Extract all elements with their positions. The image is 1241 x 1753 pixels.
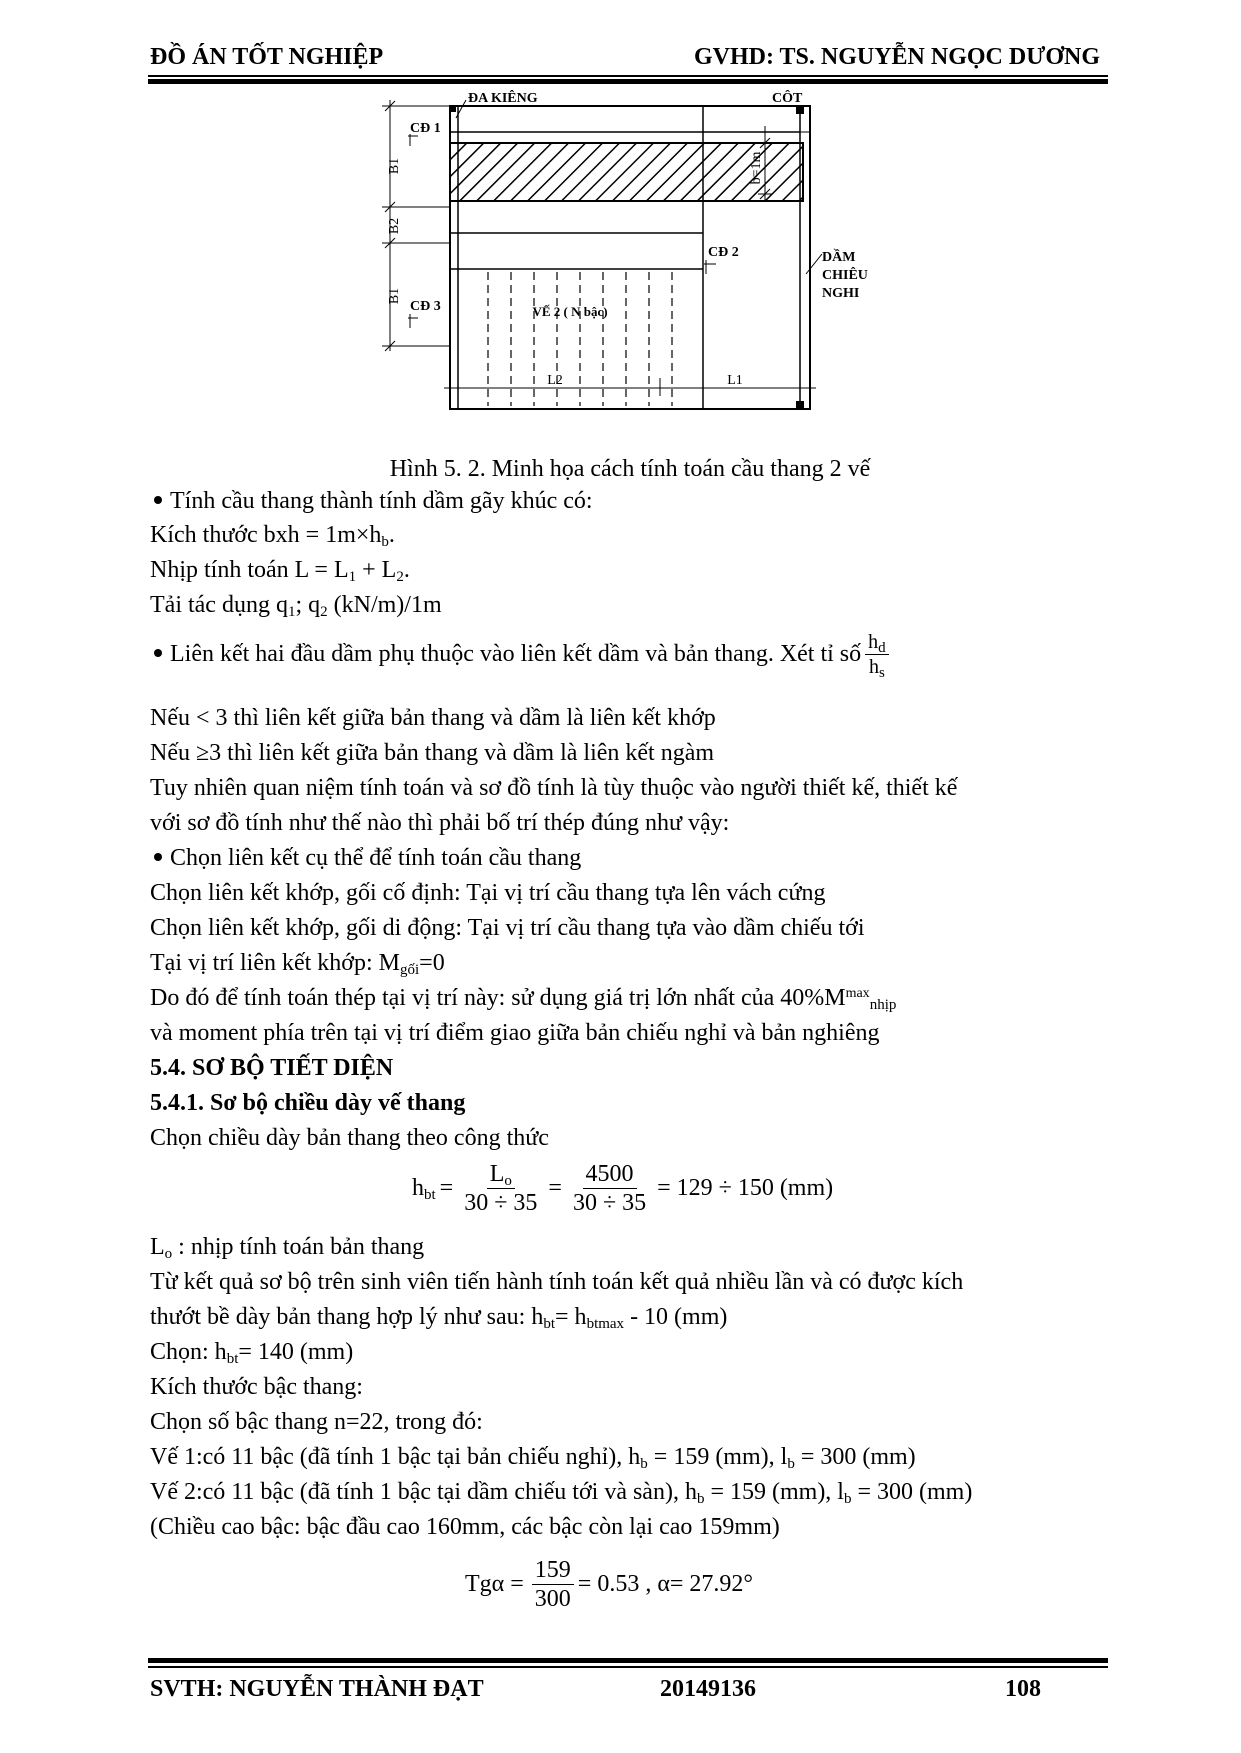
label-cot: CÔT bbox=[772, 91, 803, 106]
label-flight-2: VẾ 2 ( N bậc) bbox=[532, 304, 608, 319]
header-rule-thick bbox=[148, 79, 1108, 84]
stair-plan-figure bbox=[370, 86, 890, 446]
dim-b1-bottom: B1 bbox=[387, 287, 402, 305]
footer-student: SVTH: NGUYỄN THÀNH ĐẠT bbox=[150, 1676, 484, 1702]
text-line: Tuy nhiên quan niệm tính toán và sơ đồ tính là tùy thuộc vào người thiết kế, thiết kế bbox=[150, 775, 958, 801]
text-line: thướt bề dày bản thang hợp lý như sau: $h_{bt}= h_{btmax} - 10$ (mm) bbox=[150, 1304, 728, 1332]
text-line: Chọn chiều dày bản thang theo công thức bbox=[150, 1125, 549, 1151]
text-line: Nhịp tính toán $L = L_1 + L_2$. bbox=[150, 557, 410, 585]
text-line: Chọn liên kết khớp, gối cố định: Tại vị trí cầu thang tựa lên vách cứng bbox=[150, 880, 826, 906]
section-heading: 5.4. SƠ BỘ TIẾT DIỆN bbox=[150, 1055, 394, 1081]
text-line: Nếu ≥3 thì liên kết giữa bản thang và dầm là liên kết ngàm bbox=[150, 740, 715, 766]
subsection-heading: 5.4.1. Sơ bộ chiều dày vế thang bbox=[150, 1090, 466, 1116]
bullet-line-1: Tính cầu thang thành tính dầm gãy khúc có: bbox=[150, 488, 593, 515]
formula-hbt: $h_{bt}$ = $\frac{L_o}{30 \div 35}$ = $\frac{4500}{30 \div 35}$ = 129 ÷ 150 (mm) bbox=[412, 1161, 834, 1216]
bullet-icon bbox=[154, 649, 162, 657]
text-line: Từ kết quả sơ bộ trên sinh viên tiến hành tính toán kết quả nhiều lần và có được kích bbox=[150, 1269, 964, 1295]
text-line: với sơ đồ tính như thế nào thì phải bố trí thép đúng như vậy: bbox=[150, 810, 730, 836]
text-line: Vế 1:có 11 bậc (đã tính 1 bậc tại bản chiếu nghỉ), $h_b = 159$ (mm), $l_b = 300$ (mm) bbox=[150, 1444, 916, 1472]
formula-tg-alpha: Tgα = $\frac{159}{300}$ = 0.53 , α= 27.92° bbox=[465, 1557, 754, 1612]
text-line: Vế 2:có 11 bậc (đã tính 1 bậc tại dầm chiếu tới và sàn), $h_b = 159$ (mm), $l_b = 300$ (mm) bbox=[150, 1479, 973, 1507]
text-line: Nếu < 3 thì liên kết giữa bản thang và dầm là liên kết khớp bbox=[150, 705, 716, 731]
footer-student-id: 20149136 bbox=[660, 1676, 756, 1702]
label-cd3: CĐ 3 bbox=[410, 299, 441, 314]
dim-b-1m: b=1m bbox=[749, 151, 764, 185]
bullet-icon bbox=[154, 496, 162, 504]
label-da-kieng: ĐA KIÊNG bbox=[468, 91, 538, 106]
text-line: Tải tác dụng $q_1$; $q_2$ (kN/m)/1m bbox=[150, 592, 442, 620]
header-advisor: GVHD: TS. NGUYỄN NGỌC DƯƠNG bbox=[693, 44, 1100, 70]
label-nghi: NGHI bbox=[822, 286, 860, 301]
dim-b1-top: B1 bbox=[387, 157, 402, 175]
bullet-icon bbox=[154, 853, 162, 861]
text-line: và moment phía trên tại vị trí điểm giao giữa bản chiếu nghỉ và bản nghiêng bbox=[150, 1020, 880, 1046]
figure-caption: Hình 5. 2. Minh họa cách tính toán cầu thang 2 vế bbox=[389, 456, 871, 482]
footer-rule-thin bbox=[148, 1666, 1108, 1668]
dim-l2: L2 bbox=[547, 373, 563, 388]
label-dam: DẦM bbox=[822, 250, 856, 265]
text-line: (Chiều cao bậc: bậc đầu cao 160mm, các bậc còn lại cao 159mm) bbox=[150, 1514, 780, 1540]
text-line: Tại vị trí liên kết khớp: $M_{gối}=0$ bbox=[150, 950, 445, 978]
header-project-title: ĐỒ ÁN TỐT NGHIỆP bbox=[150, 44, 384, 70]
text-line: Chọn: $h_{bt}= 140$ (mm) bbox=[150, 1339, 354, 1367]
text-line: Chọn liên kết khớp, gối di động: Tại vị trí cầu thang tựa vào dầm chiếu tới bbox=[150, 915, 865, 941]
dim-l1: L1 bbox=[727, 373, 743, 388]
bullet-line-3: Chọn liên kết cụ thể để tính toán cầu thang bbox=[150, 845, 581, 872]
bullet-line-2: Liên kết hai đầu dầm phụ thuộc vào liên kết dầm và bản thang. Xét tỉ số $\frac{h_d}{h_s}$ bbox=[150, 630, 893, 679]
header-rule-thin bbox=[148, 75, 1108, 77]
ratio-hd-hs: $\frac{h_d}{h_s}$ bbox=[865, 630, 889, 679]
dim-b2: B2 bbox=[387, 217, 402, 235]
text-line: $L_o$ : nhịp tính toán bản thang bbox=[150, 1234, 425, 1262]
footer-page-number: 108 bbox=[1005, 1676, 1041, 1702]
label-cd1: CĐ 1 bbox=[410, 121, 441, 136]
text-line: Chọn số bậc thang n=22, trong đó: bbox=[150, 1409, 483, 1435]
label-cd2: CĐ 2 bbox=[708, 245, 739, 260]
label-chieu: CHIÊU bbox=[822, 268, 868, 283]
footer-rule-thick bbox=[148, 1658, 1108, 1663]
text-line: Kích thước bxh = $1m\times h_b$. bbox=[150, 522, 395, 550]
text-line: Kích thước bậc thang: bbox=[150, 1374, 363, 1400]
text-line: Do đó để tính toán thép tại vị trí này: sử dụng giá trị lớn nhất của $40\%M^{max}_{nhịp}$ bbox=[150, 985, 897, 1013]
